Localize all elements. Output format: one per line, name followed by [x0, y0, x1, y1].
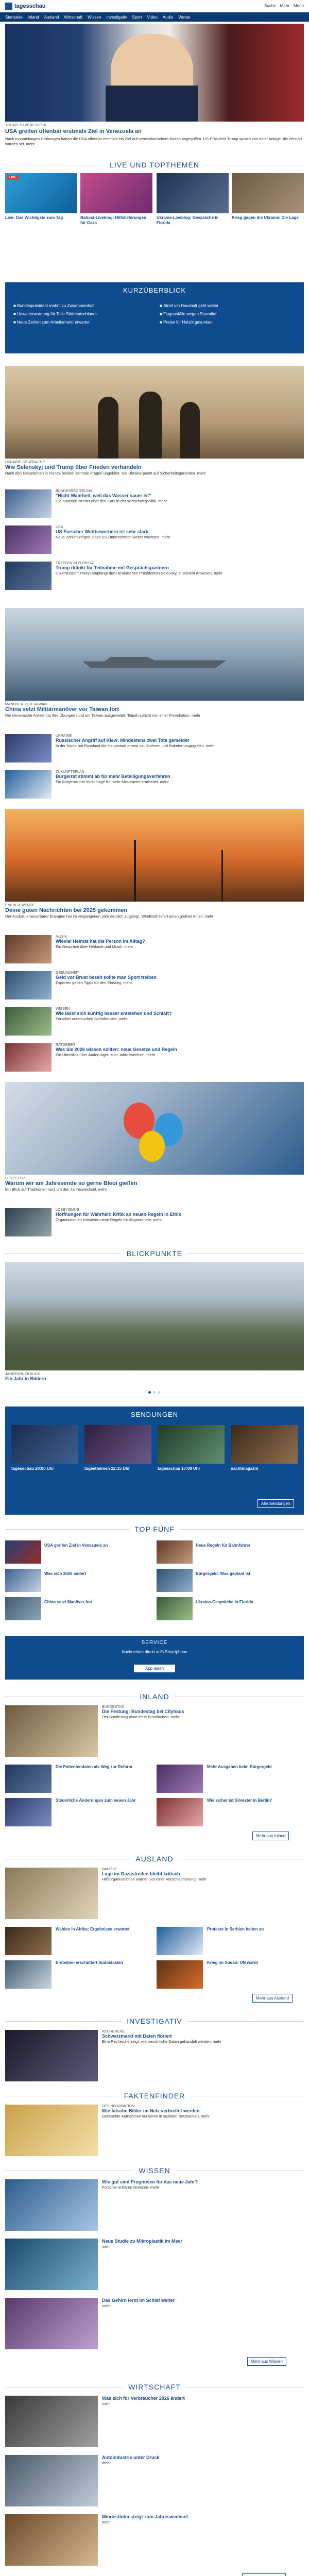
section-heading-wissen: WISSEN — [0, 2166, 309, 2175]
wirtschaft-item-2[interactable]: Autoindustrie unter Druck mehr — [102, 2455, 160, 2465]
ausland-lead-image[interactable] — [5, 1868, 98, 1919]
story-image-large[interactable] — [5, 366, 304, 459]
sendung-thumb-1[interactable] — [11, 1425, 78, 1464]
ausland-thumb-3[interactable] — [5, 1960, 52, 1989]
live-item-2[interactable]: Nahost-Liveblog: Hilfslieferungen für Gaza — [80, 215, 147, 225]
ausland-item-2[interactable]: Proteste in Serbien halten an — [207, 1927, 264, 1931]
wissen-item-2[interactable]: Neue Studie zu Mikroplastik im Meer mehr — [102, 2239, 183, 2249]
section-heading-live: LIVE UND TOPTHEMEN — [0, 161, 309, 169]
nav-item[interactable]: Inland — [27, 14, 39, 20]
section-heading-inland: INLAND — [0, 1692, 309, 1701]
section-heading-topfive: TOP FÜNF — [0, 1525, 309, 1533]
live-image-2[interactable] — [80, 173, 152, 213]
faktenfinder-image[interactable] — [5, 2105, 98, 2156]
kurz-col-2 — [160, 302, 299, 327]
header-link-more[interactable]: Mehr — [280, 4, 289, 8]
lead-text: Nach monatelangen Drohungen haben die USA offenbar erstmals ein Ziel auf venezolanischem Boden angegriffen. US-Präsident Trump sprach von einer Anlage, die zerstört worden sei. mehr — [5, 137, 302, 146]
top-item-2[interactable]: Was sich 2026 ändert — [44, 1571, 87, 1576]
wissen-image-3[interactable] — [5, 2298, 98, 2349]
lead-title[interactable]: USA greifen offenbar erstmals Ziel in Venezuela an — [5, 128, 142, 134]
wissen-more-button[interactable]: Mehr aus Wissen — [247, 2357, 286, 2366]
story-item-6[interactable]: MUSIK Wieviel Heimat hat die Person im Alltag? Ein Gespräch über Herkunft und Musik. mehr — [56, 935, 145, 949]
investigativ-image[interactable] — [5, 2030, 98, 2081]
section-heading-blickpunkte: BLICKPUNKTE — [0, 1249, 309, 1258]
app-download-button[interactable]: App laden — [134, 1665, 175, 1672]
sendung-title[interactable]: tagesschau 17:00 Uhr — [158, 1466, 200, 1471]
service-heading: SERVICE — [141, 1640, 168, 1646]
inland-lead-image[interactable] — [5, 1705, 98, 1757]
story-thumb-2[interactable] — [5, 526, 52, 554]
top-item-4[interactable]: Neue Regeln für Bahnfahrer — [196, 1543, 251, 1548]
section-heading-ausland: AUSLAND — [0, 1855, 309, 1863]
live-image-1[interactable] — [5, 173, 77, 213]
kurz-item[interactable]: ■ Preise für Heizöl gesunken — [160, 320, 213, 325]
sendung-thumb-2[interactable] — [84, 1425, 151, 1464]
inland-thumb-2[interactable] — [157, 1765, 203, 1793]
wirtschaft-item-1[interactable]: Was sich für Verbraucher 2026 ändert mehr — [102, 2396, 185, 2406]
top-thumb-5[interactable] — [157, 1569, 193, 1592]
header-link-search[interactable]: Suche — [264, 4, 276, 8]
story-thumb-1[interactable] — [5, 489, 52, 518]
ship-image[interactable] — [5, 608, 304, 701]
top-bar — [0, 0, 309, 12]
service-panel — [5, 1636, 304, 1680]
story-thumb-6[interactable] — [5, 935, 52, 963]
wissen-image-2[interactable] — [5, 2239, 98, 2290]
inland-item-2[interactable]: Mehr Ausgaben beim Bürgergeld — [207, 1765, 272, 1769]
story-thumb-10[interactable] — [5, 1208, 52, 1236]
wirtschaft-more-button[interactable] — [242, 2573, 286, 2576]
ausland-more-button[interactable]: Mehr aus Ausland — [252, 1994, 293, 2003]
live-badge: LIVE — [7, 175, 19, 180]
investigativ-teaser[interactable]: RECHERCHE Schwarzmarkt mit Daten floriert Eine Recherche zeigt, wie persönliche Daten gehandelt werden. mehr — [102, 2030, 222, 2044]
story-item-8[interactable]: WISSEN Wie lässt sich künftig besser entstehen und Schlaft? Forscher untersuchen Schlafmuster. mehr — [56, 1007, 172, 1021]
logo-icon[interactable] — [5, 3, 12, 10]
sendung-title[interactable]: tagesthemen 22:15 Uhr — [84, 1466, 130, 1471]
story-thumb-7[interactable] — [5, 971, 52, 999]
sendungen-more-button[interactable]: Alle Sendungen — [258, 1499, 294, 1508]
story-thumb-8[interactable] — [5, 1007, 52, 1036]
top-item-3[interactable]: China setzt Manöver fort — [44, 1600, 93, 1604]
inland-item-3[interactable]: Steuerliche Änderungen zum neuen Jahr — [56, 1798, 136, 1803]
kurz-item[interactable]: ■ Streit um Haushalt geht weiter — [160, 303, 219, 308]
inland-thumb-3[interactable] — [5, 1798, 52, 1826]
nav-item[interactable]: Investigativ — [106, 14, 127, 20]
live-image-4[interactable] — [232, 173, 304, 213]
ausland-item-4[interactable]: Krieg im Sudan: UN warnt — [207, 1960, 258, 1965]
lead-kicker: TRUMP ZU VENEZUELA — [5, 124, 46, 127]
story-item-3[interactable]: TREFFEN IN FLORIDA Trump dränkt für Teilnahme mit Gesprächspartnern US-Präsident Trump empfängt den ukrainischen Präsidenten Selenskyj in seinem Anwesen. mehr — [56, 562, 223, 575]
carousel-dot[interactable] — [158, 1391, 160, 1394]
service-text: Nachrichten direkt aufs Smartphone — [122, 1650, 187, 1654]
story-thumb-3[interactable] — [5, 562, 52, 590]
balloon-teaser[interactable]: SILVESTER Warum wir am Jahresende so gerne Bleoi gießen Ein Blick auf Traditionen rund um den Jahreswechsel. mehr — [5, 1177, 138, 1192]
carousel-dot-active[interactable] — [148, 1391, 151, 1394]
balloon-image[interactable] — [5, 1082, 304, 1175]
wissen-image-1[interactable] — [5, 2179, 98, 2231]
nav-item[interactable]: Startseite — [5, 14, 23, 20]
top-item-1[interactable]: USA greifen Ziel in Venezuela an — [44, 1543, 108, 1548]
wind-image[interactable] — [5, 809, 304, 902]
story-item-4[interactable]: UKRAINE Russischer Angriff auf Kiew: Mindestens zwei Tote gemeldet In der Nacht hat Russland die Hauptstadt erneut mit Drohnen und Raketen angegriffen. mehr — [56, 734, 215, 748]
story-item-9[interactable]: RATGEBER Was Sie 2026 wissen sollten: neue Gesetze und Regeln Ein Überblick über Änderungen zum Jahreswechsel. mehr — [56, 1043, 177, 1057]
blickpunkte-caption[interactable]: JAHRESRÜCKBLICK Ein Jahr in Bildern — [5, 1372, 46, 1381]
sendung-title[interactable]: tagesschau 20:00 Uhr — [11, 1466, 54, 1471]
sendungen-panel — [5, 1406, 304, 1515]
ausland-thumb-1[interactable] — [5, 1927, 52, 1955]
top-thumb-2[interactable] — [5, 1569, 41, 1592]
wirtschaft-image-3[interactable] — [5, 2514, 98, 2566]
story-thumb-5[interactable] — [5, 770, 52, 799]
story-item-10[interactable]: LOBBYISMUS Hoffnungen für Wahrheit: Kritik an neuen Regeln in Ethik Organisationen kritisieren neue Regeln für Abgeordnete. mehr — [56, 1208, 181, 1222]
inland-item-4[interactable]: Wie sicher ist Silvester in Berlin? — [207, 1798, 272, 1803]
ausland-lead-teaser[interactable]: NAHOST Lage im Gazastreifen bleibt kritisch Hilfsorganisationen warnen vor einer Verschlechterung. mehr — [102, 1868, 207, 1882]
nav-item[interactable]: Wetter — [178, 14, 191, 20]
inland-lead-teaser[interactable]: BUNDESTAG Die Festung: Bundestag bei Cityhaus Der Bundestag plant neue Büroflächen. mehr — [102, 1705, 184, 1719]
blickpunkte-image[interactable] — [5, 1262, 304, 1370]
story-item-1[interactable]: BUNDESREGIERUNG "Nicht Wahrheit, weil das Wasser sauer ist" Die Koalition streitet über den Kurs in der Wirtschaftspolitik. mehr — [56, 489, 167, 503]
story-item-5[interactable]: ZUKUNFTSPLAN Bürgerrat stimmt ab für mehr Beteiligungsverfahren Ein Bürgerrat hat Vorschläge für mehr Mitsprache erarbeitet. mehr — [56, 770, 170, 784]
kurz-item[interactable]: ■ Neue Zahlen zum Arbeitsmarkt erwartet — [13, 320, 90, 325]
ausland-thumb-4[interactable] — [157, 1960, 203, 1989]
sendungen-heading: SENDUNGEN — [130, 1411, 179, 1418]
wind-teaser[interactable]: ENERGIEWENDE Deine guten Nachrichten bei 2025 gekommen Der Ausbau erneuerbarer Energien hat im vergangenen Jahr deutlich zugelegt. Windkraft liefert einen großen Anteil. mehr — [5, 904, 214, 919]
inland-more-button[interactable]: Mehr aus Inland — [252, 1832, 289, 1840]
inland-item-1[interactable]: Die Patientendaten als Weg zur Reform — [56, 1765, 132, 1769]
kurz-item[interactable]: ■ Bundespräsident mahnt zu Zusammenhalt — [13, 303, 95, 308]
lead-teaser[interactable] — [5, 124, 304, 155]
ausland-item-3[interactable]: Erdbeben erschüttert Südostasien — [56, 1960, 123, 1965]
wissen-item-3[interactable]: Das Gehirn lernt im Schlaf weiter mehr — [102, 2298, 175, 2308]
sendung-title[interactable]: nachtmagazin — [231, 1466, 259, 1471]
nav-item[interactable]: Sport — [132, 14, 142, 20]
sendung-thumb-4[interactable] — [231, 1425, 298, 1464]
live-item-3[interactable]: Ukraine-Liveblog: Gespräche in Florida — [157, 215, 219, 225]
sendung-thumb-3[interactable] — [158, 1425, 225, 1464]
wirtschaft-item-3[interactable]: Mindestlohn steigt zum Jahreswechsel mehr — [102, 2514, 188, 2524]
kurz-item[interactable]: ■ Flugausfälle wegen Sturmtief — [160, 312, 217, 316]
top-item-6[interactable]: Ukraine-Gespräche in Florida — [196, 1600, 253, 1604]
wirtschaft-image-2[interactable] — [5, 2455, 98, 2506]
story-large-teaser[interactable]: UKRAINE-GESPRÄCHE Wie Selenskyj und Trump über Frieden verhandeln Nach den Gesprächen in Florida bleiben zentrale Fragen ungeklärt. Die Ukraine pocht auf Sicherheitsgarantien. mehr — [5, 461, 304, 481]
wirtschaft-image-1[interactable] — [5, 2396, 98, 2447]
nav-item[interactable]: Wirtschaft — [64, 14, 83, 20]
kurz-item[interactable]: ■ Unwetterwarnung für Teile Süddeutschlands — [13, 312, 98, 316]
nav-item[interactable]: Wissen — [88, 14, 101, 20]
lead-image[interactable] — [5, 24, 304, 122]
top-thumb-3[interactable] — [5, 1597, 41, 1620]
live-item-4[interactable]: Krieg gegen die Ukraine: Die Lage — [232, 215, 299, 220]
nav-item[interactable]: Audio — [162, 14, 174, 20]
story-thumb-9[interactable] — [5, 1043, 52, 1072]
faktenfinder-teaser[interactable]: DESINFORMATION Wie falsche Bilder im Netz verbreitet werden Gefälschte Aufnahmen kursieren in sozialen Netzwerken. mehr — [102, 2105, 210, 2119]
section-heading-investigativ: INVESTIGATIV — [0, 2017, 309, 2025]
ship-shape — [82, 657, 227, 668]
top-thumb-4[interactable] — [157, 1540, 193, 1564]
inland-thumb-4[interactable] — [157, 1798, 203, 1826]
story-thumb-4[interactable] — [5, 734, 52, 762]
inland-thumb-1[interactable] — [5, 1765, 52, 1793]
section-heading-faktenfinder: FAKTENFINDER — [0, 2092, 309, 2100]
main-nav — [0, 12, 309, 22]
ausland-item-1[interactable]: Wahlen in Afrika: Ergebnisse erwartet — [56, 1927, 130, 1931]
live-item-1[interactable]: Live: Das Wichtigste zum Tag — [5, 215, 63, 220]
kurz-col-1 — [13, 302, 152, 327]
ausland-thumb-2[interactable] — [157, 1927, 203, 1955]
story-item-7[interactable]: GESUNDHEIT Geld vor Brust bezeit sollte man Sport treiben Experten geben Tipps für den Einstieg. mehr — [56, 971, 157, 985]
brand-name[interactable]: tagesschau — [14, 3, 46, 9]
section-heading-wirtschaft: WIRTSCHAFT — [0, 2383, 309, 2391]
wissen-item-1[interactable]: Wie gut sind Prognosen für das neue Jahr? Forscher erklären Grenzen. mehr — [102, 2179, 198, 2190]
top-thumb-6[interactable] — [157, 1597, 193, 1620]
story-large-title[interactable]: Wie Selenskyj und Trump über Frieden verhandeln — [5, 464, 142, 470]
nav-item[interactable]: Ausland — [44, 14, 59, 20]
story-item-2[interactable]: USA US-Forscher Wettbewerbern ist sehr stark Neue Zahlen zeigen, dass US-Unternehmen weiter wachsen. mehr — [56, 526, 170, 539]
kurzueberblick-panel — [5, 282, 304, 353]
header-link-menu[interactable]: Menü — [293, 4, 304, 8]
nav-item[interactable]: Video — [147, 14, 158, 20]
top-thumb-1[interactable] — [5, 1540, 41, 1564]
ship-teaser[interactable]: MANÖVER VOR TAIWAN China setzt Militärmanöver vor Taiwan fort Die chinesische Armee hat ihre Übungen rund um Taiwan ausgeweitet. Taipeh spricht von einer Provokation. mehr — [5, 703, 201, 718]
carousel-dot[interactable] — [153, 1391, 156, 1394]
kurz-heading: KURZÜBERBLICK — [123, 286, 186, 294]
live-image-3[interactable] — [157, 173, 229, 213]
top-item-5[interactable]: Bürgergeld: Was geplant ist — [196, 1571, 250, 1576]
header-links — [264, 4, 304, 8]
